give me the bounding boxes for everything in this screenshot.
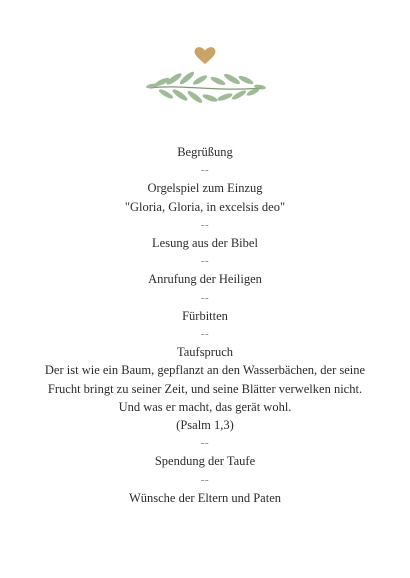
program-line: Orgelspiel zum Einzug <box>147 181 263 196</box>
program-line: Begrüßung <box>177 145 233 159</box>
ornament <box>0 44 410 116</box>
program-line: Taufspruch <box>176 345 234 360</box>
program-line: Anrufung der Heiligen <box>148 272 262 287</box>
separator: -- <box>200 328 210 341</box>
separator: -- <box>200 164 210 177</box>
program-line: (Psalm 1,3) <box>176 418 234 433</box>
separator: -- <box>200 437 210 450</box>
program-line: "Gloria, Gloria, in excelsis deo" <box>124 199 286 214</box>
program-line: Frucht bringt zu seiner Zeit, und seine Blätter verwelken nicht. <box>47 381 363 396</box>
separator: -- <box>200 255 210 268</box>
separator: -- <box>200 291 210 304</box>
program-line: Lesung aus der Bibel <box>152 236 258 251</box>
program-line: Spendung der Taufe <box>154 454 256 469</box>
separator: -- <box>200 218 210 231</box>
branch-stem <box>150 87 262 89</box>
program-line: Der ist wie ein Baum, gepflanzt an den Wasserbächen, der seine <box>44 363 366 378</box>
program-line: Fürbitten <box>182 308 228 323</box>
program-line: Und was er macht, das gerät wohl. <box>118 399 292 414</box>
heart-icon <box>195 47 216 64</box>
program-line: Wünsche der Eltern und Paten <box>128 490 282 505</box>
program-text <box>0 143 410 507</box>
heart-and-branch-icon <box>140 44 270 116</box>
separator: -- <box>200 473 210 486</box>
